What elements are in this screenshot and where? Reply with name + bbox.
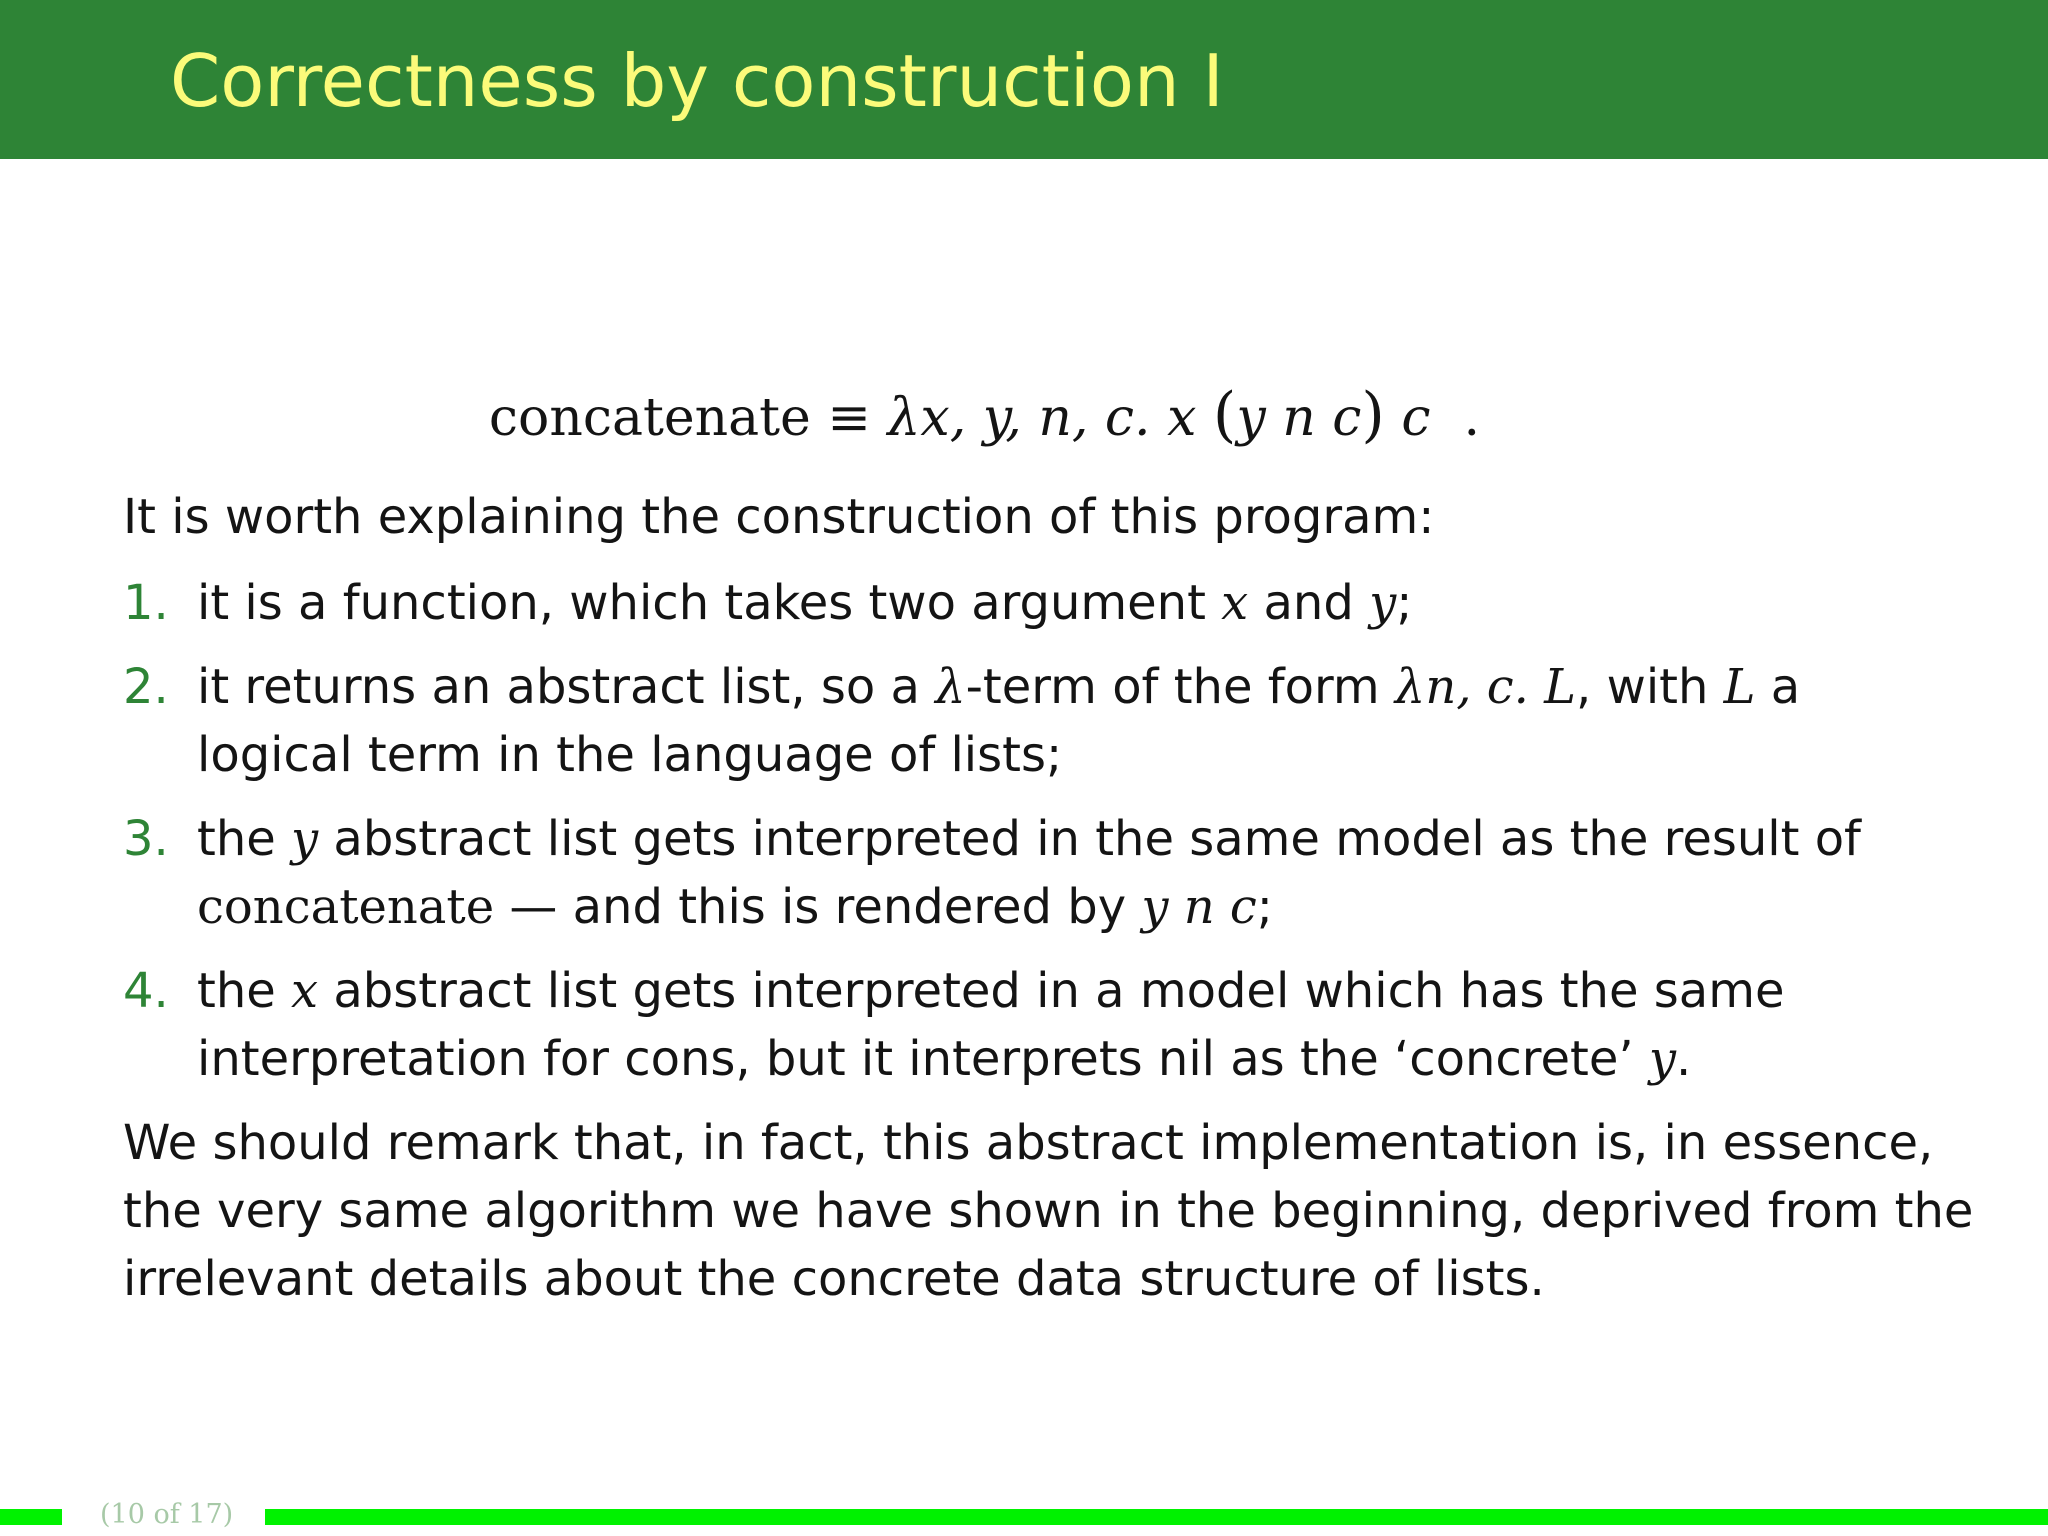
formula-name: concatenate	[488, 388, 811, 448]
formula-body-x: x	[1167, 388, 1197, 448]
footer-progress-bar-right	[265, 1509, 2048, 1525]
closing-line: We should remark that, in fact, this abstract implementation is, in essence,	[123, 1115, 1934, 1171]
formula-body-inner: y n c	[1236, 388, 1362, 448]
list-number: 3.	[123, 811, 169, 867]
list-number: 1.	[123, 575, 169, 631]
list-item-text-line-2: concatenate — and this is rendered by y n c;	[197, 879, 1273, 935]
formula-lambda-vars: λx, y, n, c.	[887, 388, 1151, 448]
list-item-text-line-1: it returns an abstract list, so a λ-term of the form λn, c. L, with L a	[197, 659, 1801, 715]
explanation-list	[123, 569, 1861, 1109]
list-item	[123, 569, 1861, 637]
intro-paragraph: It is worth explaining the construction of this program:	[123, 489, 1435, 545]
list-item-text-line-2: interpretation for cons, but it interprets nil as the ‘concrete’ y.	[197, 1031, 1692, 1087]
concatenate-formula: concatenate ≡ λx, y, n, c. x (y n c) c .	[488, 380, 1481, 450]
page-counter: (10 of 17)	[100, 1499, 234, 1530]
list-number: 4.	[123, 963, 169, 1019]
footer-progress-bar-left	[0, 1509, 62, 1525]
list-item	[123, 653, 1861, 789]
formula-equiv: ≡	[827, 388, 871, 448]
list-item-text-line-2: logical term in the language of lists;	[197, 727, 1063, 783]
list-number: 2.	[123, 659, 169, 715]
list-item	[123, 805, 1861, 941]
slide-title: Correctness by construction I	[170, 39, 1224, 123]
closing-paragraph	[123, 1109, 1973, 1313]
list-item-text: it is a function, which takes two argument x and y;	[197, 575, 1413, 631]
closing-line: the very same algorithm we have shown in the beginning, deprived from the	[123, 1183, 1974, 1239]
slide-header	[0, 0, 2048, 159]
list-item-text-line-1: the y abstract list gets interpreted in the same model as the result of	[197, 811, 1861, 867]
closing-line: irrelevant details about the concrete data structure of lists.	[123, 1251, 1545, 1307]
formula-end: .	[1463, 388, 1481, 448]
formula-body-c: c	[1401, 388, 1431, 448]
list-item	[123, 957, 1861, 1093]
list-item-text-line-1: the x abstract list gets interpreted in a model which has the same	[197, 963, 1785, 1019]
